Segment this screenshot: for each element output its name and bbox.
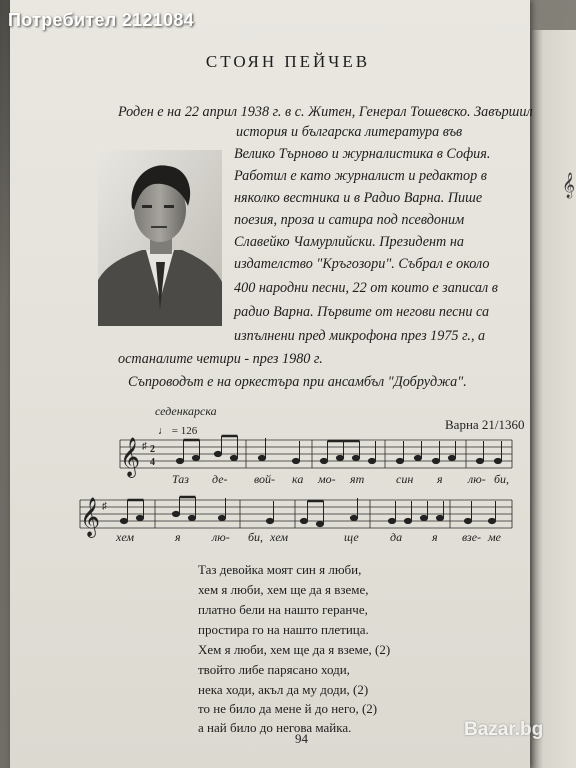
- bio-line: Работил е като журналист и редактор в: [234, 168, 487, 184]
- lyric-syllable: лю-: [212, 530, 230, 544]
- verse-line: простира го на нашто плетица.: [198, 622, 369, 637]
- time-signature-bottom: 4: [150, 457, 155, 468]
- page-number: 94: [295, 731, 308, 746]
- bio-line: Съпроводът е на оркестъра при ансамбъл "Добруджа".: [128, 374, 467, 390]
- lyric-syllable: я: [432, 530, 438, 544]
- lyric-syllable: да: [390, 530, 403, 544]
- lyric-syllable: я: [437, 472, 443, 486]
- verse-line: нека ходи, акъл да му доди, (2): [198, 682, 369, 697]
- notes-line-2: [120, 497, 495, 527]
- bio-line: Велико Търново и журналистика в София.: [234, 146, 491, 162]
- key-signature: ♯: [142, 441, 147, 452]
- lyric-syllable: взе-: [462, 530, 482, 544]
- verse-line: Хем я люби, хем ще да я вземе, (2): [198, 642, 391, 657]
- bio-line: радио Варна. Първите от негови песни са: [234, 304, 490, 320]
- verse-line: а най било до негова майка.: [198, 720, 352, 735]
- verse-line: хем я люби, хем ще да я вземе,: [198, 582, 369, 597]
- bio-line: няколко вестника и в Радио Варна. Пише: [234, 190, 483, 206]
- verse-line: твойто либе парясано ходи,: [198, 662, 350, 677]
- bio-line: Роден е на 22 април 1938 г. в с. Житен, Генерал Тошевско. Завършил: [118, 104, 533, 120]
- bio-line: поезия, проза и сатира под псевдоним: [234, 212, 465, 228]
- lyric-syllable: хем: [270, 530, 289, 544]
- lyric-syllable: би,: [248, 530, 264, 544]
- treble-clef-icon: 𝄞: [80, 499, 101, 536]
- bazar-logo: Bazar.bg: [464, 719, 544, 740]
- bio-line: 400 народни песни, 22 от които е записал в: [234, 280, 498, 296]
- lyric-syllable: ят: [350, 472, 365, 486]
- bio-line: останалите четири - през 1980 г.: [118, 351, 323, 367]
- catalog-number: Варна 21/1360: [445, 417, 525, 432]
- lyric-syllable: лю-: [468, 472, 486, 486]
- lyric-syllable: де-: [212, 472, 228, 486]
- bio-line: издателство "Кръгозори". Събрал е около: [234, 256, 490, 272]
- lyric-syllable: ме: [488, 530, 501, 544]
- staff-line-2: [80, 500, 512, 528]
- lyric-syllable: хем: [116, 530, 135, 544]
- lyric-syllable: я: [175, 530, 181, 544]
- time-signature-top: 2: [150, 444, 155, 455]
- lyric-syllable: син: [396, 472, 414, 486]
- bio-line: изпълнени пред микрофона през 1975 г., а: [234, 328, 486, 344]
- lyric-syllable: ще: [344, 530, 359, 544]
- song-style-label: седенкарска: [155, 404, 217, 418]
- lyric-syllable: би,: [494, 472, 510, 486]
- lyric-syllable: мо-: [318, 472, 336, 486]
- bio-line: Славейко Чамурлийски. Президент на: [234, 234, 464, 250]
- user-watermark: Потребител 2121084: [8, 10, 194, 30]
- page-title: СТОЯН ПЕЙЧЕВ: [205, 52, 371, 71]
- lyric-syllable: Таз: [172, 472, 189, 486]
- treble-clef-icon: 𝄞: [120, 439, 141, 476]
- tempo-marking: ♩ = 126: [158, 425, 198, 437]
- verse-line: платно бели на нашто геранче,: [198, 602, 368, 617]
- verse-line: то не било да мене й до него, (2): [198, 701, 378, 716]
- treble-clef-icon: 𝄞: [562, 172, 576, 197]
- lyric-syllable: ка: [292, 472, 304, 486]
- lyric-syllable: вой-: [254, 472, 276, 486]
- verse-line: Таз девойка моят син я люби,: [198, 562, 362, 577]
- key-signature: ♯: [102, 501, 107, 512]
- bio-line: история и българска литература във: [236, 124, 463, 140]
